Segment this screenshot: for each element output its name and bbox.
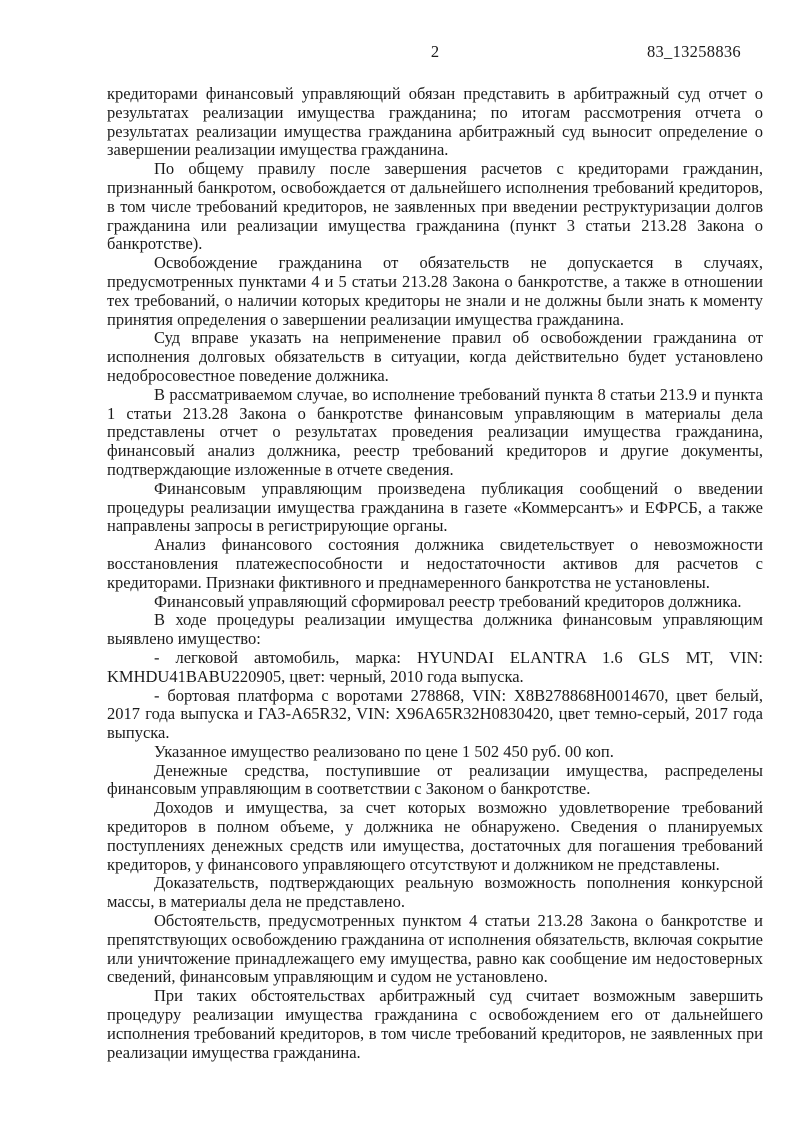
paragraph: Обстоятельств, предусмотренных пунктом 4 статьи 213.28 Закона о банкротстве и препятствующих освобождению гражданина от исполнения обязательств, включая сокрытие или уничтожение принадлежащего ему имущества, равно как сообщение им недостоверных сведений, финансовым управляющим и судом не установлено.: [107, 911, 763, 987]
document-id: 83_13258836: [646, 42, 741, 61]
paragraph: Доходов и имущества, за счет которых возможно удовлетворение требований кредиторов в полном объеме, у должника не обнаружено. Сведения о планируемых поступлениях денежных средств или имущества, достаточных для погашения требований кредиторов, у финансового управляющего отсутствуют и должником не представлены.: [107, 798, 763, 874]
paragraph: Финансовый управляющий сформировал реестр требований кредиторов должника.: [154, 591, 742, 611]
paragraph-conclusion: При таких обстоятельствах арбитражный суд считает возможным завершить процедуру реализации имущества гражданина с освобождением его от дальнейшего исполнения требований кредиторов, в том числе требований кредиторов, не заявленных при реализации имущества гражданина.: [107, 986, 763, 1062]
list-item-vehicle-hyundai: - легковой автомобиль, марка: HYUNDAI ELANTRA 1.6 GLS MT, VIN: KMHDU41BABU220905, цвет: черный, 2010 года выпуска.: [107, 647, 763, 686]
paragraph: Освобождение гражданина от обязательств не допускается в случаях, предусмотренных пунктами 4 и 5 статьи 213.28 Закона о банкротстве, а также в отношении тех требований, о наличии которых кредиторы не знали и не должны были знать к моменту принятия определения о завершении реализации имущества гражданина.: [107, 253, 763, 329]
paragraph: Доказательств, подтверждающих реальную возможность пополнения конкурсной массы, в материалы дела не представлено.: [107, 873, 763, 912]
paragraph: По общему правилу после завершения расчетов с кредиторами гражданин, признанный банкротом, освобождается от дальнейшего исполнения требований кредиторов, в том числе требований кредиторов, не заявленных при введении реструктуризации долгов гражданина или реализации имущества гражданина (пункт 3 статьи 213.28 Закона о банкротстве).: [107, 159, 763, 254]
paragraph: В рассматриваемом случае, во исполнение требований пункта 8 статьи 213.9 и пункта 1 статьи 213.28 Закона о банкротстве финансовым управляющим в материалы дела представлены отчет о результатах проведения реализации имущества гражданина, финансовый анализ должника, реестр требований кредиторов и другие документы, подтверждающие изложенные в отчете сведения.: [107, 384, 763, 479]
paragraph-continuation: кредиторами финансовый управляющий обязан представить в арбитражный суд отчет о результатах реализации имущества гражданина; по итогам рассмотрения отчета о результатах реализации имущества гражданина арбитражный суд выносит определение о завершении реализации имущества гражданина.: [107, 84, 763, 160]
paragraph: Суд вправе указать на неприменение правил об освобождении гражданина от исполнения долговых обязательств в ситуации, когда действительно будет установлено недобросовестное поведение должника.: [107, 328, 763, 385]
page-number: 2: [430, 42, 440, 61]
page-header: [107, 42, 763, 64]
list-item-vehicle-platform-gaz: - бортовая платформа с воротами 278868, VIN: X8B278868H0014670, цвет белый, 2017 года выпуска и ГАЗ-А65R32, VIN: X96A65R32H0830420, цвет темно-серый, 2017 года выпуска.: [107, 685, 763, 743]
paragraph: Денежные средства, поступившие от реализации имущества, распределены финансовым управляющим в соответствии с Законом о банкротстве.: [107, 760, 763, 799]
paragraph: Финансовым управляющим произведена публикация сообщений о введении процедуры реализации имущества гражданина в газете «Коммерсантъ» и ЕФРСБ, а также направлены запросы в регистрирующие органы.: [107, 478, 763, 536]
paragraph-sale-price: Указанное имущество реализовано по цене 1 502 450 руб. 00 коп.: [154, 741, 614, 761]
document-body: [107, 85, 763, 1062]
paragraph: В ходе процедуры реализации имущества должника финансовым управляющим выявлено имущество:: [107, 610, 763, 649]
paragraph: Анализ финансового состояния должника свидетельствует о невозможности восстановления платежеспособности и недостаточности активов для расчетов с кредиторами. Признаки фиктивного и преднамеренного банкротства не установлены.: [107, 535, 763, 592]
